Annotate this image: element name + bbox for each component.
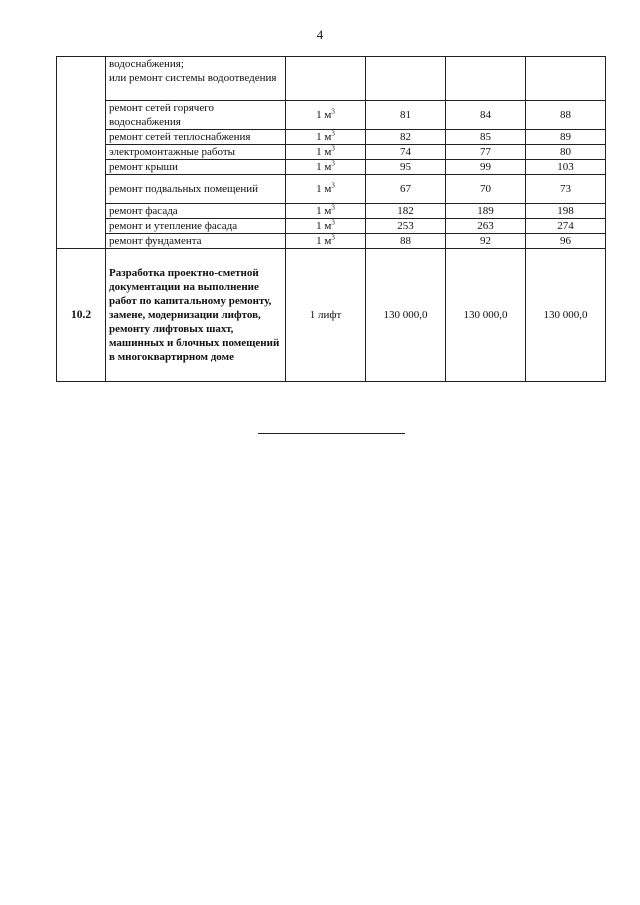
unit-text: 1 м (316, 131, 332, 143)
value-cell: 130 000,0 (526, 249, 606, 382)
unit-text: 1 м (316, 161, 332, 173)
value-cell (446, 57, 526, 101)
value-cell: 85 (446, 130, 526, 145)
table-row (57, 145, 606, 160)
unit-cell (286, 160, 366, 175)
value-cell: 70 (446, 175, 526, 204)
work-name-cell: ремонт фасада (106, 204, 286, 219)
unit-superscript: 3 (331, 218, 335, 227)
value-cell: 74 (366, 145, 446, 160)
unit-superscript: 3 (331, 181, 335, 190)
table-row (57, 101, 606, 130)
table-row (57, 57, 606, 101)
unit-text: 1 м (316, 205, 332, 217)
value-cell: 81 (366, 101, 446, 130)
table-row (57, 219, 606, 234)
unit-cell (286, 101, 366, 130)
work-name-cell: ремонт и утепление фасада (106, 219, 286, 234)
table-row (57, 204, 606, 219)
table-row (57, 249, 606, 382)
work-name-cell: ремонт фундамента (106, 234, 286, 249)
value-cell: 182 (366, 204, 446, 219)
unit-cell (286, 145, 366, 160)
value-cell: 88 (526, 101, 606, 130)
value-cell: 80 (526, 145, 606, 160)
unit-text: 1 м (316, 220, 332, 232)
work-name-cell: ремонт подвальных помещений (106, 175, 286, 204)
value-cell: 82 (366, 130, 446, 145)
unit-cell (286, 57, 366, 101)
table-row (57, 234, 606, 249)
table-row (57, 160, 606, 175)
unit-superscript: 3 (331, 203, 335, 212)
work-name-cell: Разработка проектно-сметной документации на выполнение работ по капитальному ремонту, замене, модернизации лифтов, ремонту лифтовых шахт, машинных и блочных помещений в многоквартирном доме (106, 249, 286, 382)
row-number-cell (57, 57, 106, 249)
value-cell: 96 (526, 234, 606, 249)
value-cell: 274 (526, 219, 606, 234)
unit-superscript: 3 (331, 159, 335, 168)
value-cell: 253 (366, 219, 446, 234)
value-cell: 130 000,0 (446, 249, 526, 382)
unit-superscript: 3 (331, 144, 335, 153)
unit-superscript: 3 (331, 107, 335, 116)
value-cell: 67 (366, 175, 446, 204)
value-cell: 77 (446, 145, 526, 160)
work-name-line: водоснабжения; или ремонт системы водоотведения (109, 58, 277, 84)
work-name-cell: ремонт крыши (106, 160, 286, 175)
row-number-cell: 10.2 (57, 249, 106, 382)
value-cell: 263 (446, 219, 526, 234)
work-name-cell (106, 57, 286, 101)
table-row (57, 175, 606, 204)
value-cell (366, 57, 446, 101)
work-name-cell: ремонт сетей горячего водоснабжения (106, 101, 286, 130)
value-cell: 130 000,0 (366, 249, 446, 382)
unit-text: 1 м (316, 146, 332, 158)
value-cell (526, 57, 606, 101)
value-cell: 89 (526, 130, 606, 145)
cost-table (56, 56, 606, 382)
end-divider (258, 433, 405, 434)
unit-cell (286, 130, 366, 145)
unit-text: 1 м (316, 183, 332, 195)
unit-superscript: 3 (331, 129, 335, 138)
unit-text: 1 м (316, 109, 332, 121)
value-cell: 84 (446, 101, 526, 130)
value-cell: 198 (526, 204, 606, 219)
value-cell: 95 (366, 160, 446, 175)
table-row (57, 130, 606, 145)
work-name-cell: ремонт сетей теплоснабжения (106, 130, 286, 145)
unit-cell: 1 лифт (286, 249, 366, 382)
value-cell: 88 (366, 234, 446, 249)
value-cell: 92 (446, 234, 526, 249)
page-number: 4 (316, 27, 324, 42)
unit-text: 1 м (316, 235, 332, 247)
unit-cell (286, 204, 366, 219)
value-cell: 189 (446, 204, 526, 219)
unit-cell (286, 219, 366, 234)
value-cell: 99 (446, 160, 526, 175)
work-name-cell: электромонтажные работы (106, 145, 286, 160)
value-cell: 73 (526, 175, 606, 204)
unit-superscript: 3 (331, 233, 335, 242)
value-cell: 103 (526, 160, 606, 175)
unit-cell (286, 234, 366, 249)
unit-cell (286, 175, 366, 204)
